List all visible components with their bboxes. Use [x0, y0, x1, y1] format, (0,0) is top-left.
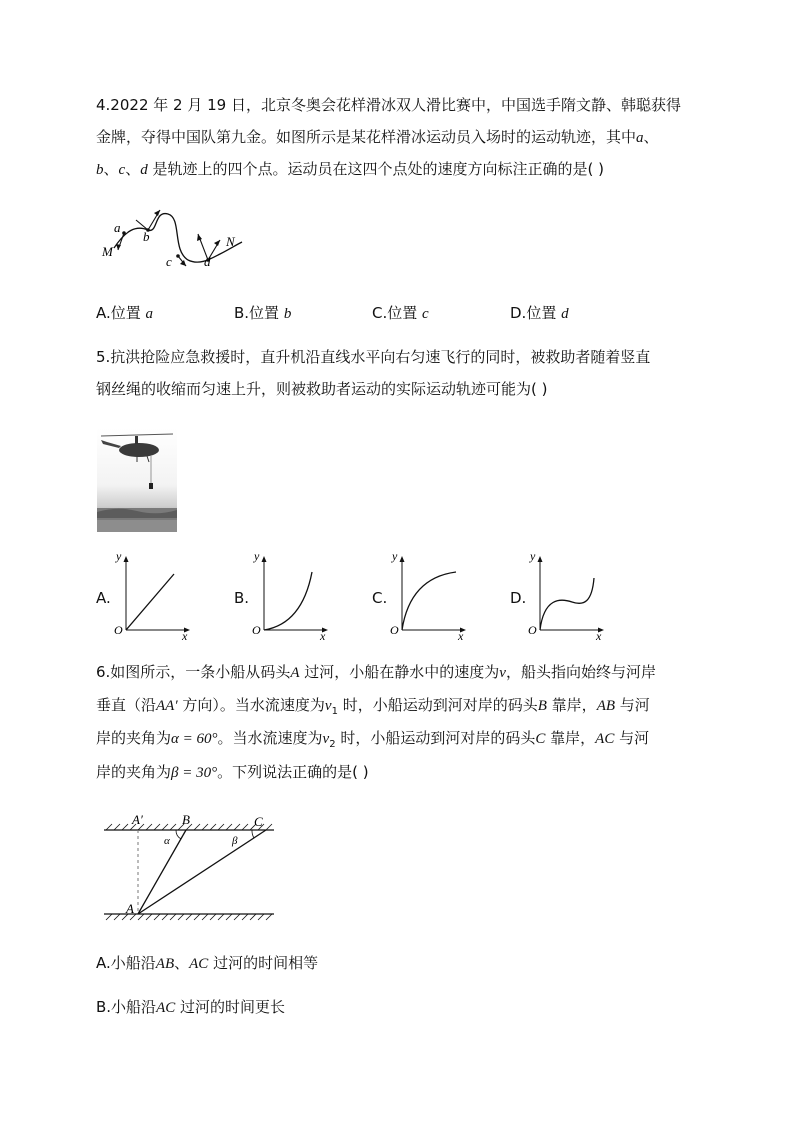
q4-fig-label-a: a: [114, 220, 121, 235]
q6-var-v: v: [499, 665, 506, 681]
q4-trajectory-figure: [96, 200, 256, 280]
q6-var-v2-sub: 2: [329, 739, 336, 750]
q5-graph-a-origin: O: [114, 623, 123, 637]
q6-var-A: A: [290, 665, 300, 681]
q5-graph-c-origin: O: [390, 623, 399, 637]
q6-text: 与河: [615, 696, 650, 714]
q6-line-2: [96, 695, 650, 722]
q4-fig-label-b: b: [143, 229, 150, 244]
q4-var-a: a: [636, 130, 644, 146]
q6-text: 6.如图所示，一条小船从码头: [96, 663, 291, 681]
q6-text: 与河: [614, 729, 650, 747]
q6-var-v1: v: [324, 698, 332, 714]
q6-line-3: [96, 728, 649, 755]
q4-line-2: [96, 127, 659, 148]
q5-graph-a[interactable]: [112, 548, 194, 640]
q4-line-3-text: 是轨迹上的四个点。运动员在这四个点处的速度方向标注正确的是( ): [147, 160, 604, 178]
q4-option-d-var: d: [561, 306, 569, 322]
q4-fig-label-N: N: [226, 234, 235, 249]
q6-var-C: C: [535, 731, 546, 747]
q5-option-d-label[interactable]: D.: [510, 589, 527, 607]
q6-option-a[interactable]: [96, 953, 318, 974]
q6-fig-label-beta: β: [232, 835, 238, 847]
q6-text: 过河，小船在静水中的速度为: [299, 663, 500, 681]
q5-graph-d-origin: O: [528, 623, 537, 637]
q4-option-c-label: C.位置: [372, 304, 423, 322]
q4-var-c: c: [118, 162, 126, 178]
q6-text: 垂直（沿: [96, 696, 157, 714]
q6-text: 靠岸，: [545, 729, 596, 747]
q5-graph-c-y-label: y: [392, 549, 398, 563]
q6-line-4: [96, 762, 369, 783]
q5-graph-b-origin: O: [252, 623, 261, 637]
q4-option-a-var: a: [145, 306, 154, 322]
q4-fig-label-c: c: [166, 254, 172, 269]
q4-option-b[interactable]: [234, 303, 291, 324]
q5-graph-d[interactable]: [526, 548, 608, 640]
q4-line-3: [96, 159, 604, 180]
q4-option-b-label: B.位置: [234, 304, 284, 322]
q6-option-a-text: 过河的时间相等: [208, 954, 319, 972]
q5-option-c-label[interactable]: C.: [372, 589, 388, 607]
q6-text: 岸的夹角为: [96, 763, 172, 781]
q4-sep: 、: [643, 128, 659, 146]
q6-text: 方向）。当水流速度为: [177, 696, 325, 714]
q5-graph-b-y-label: y: [254, 549, 260, 563]
q6-text: 。当水流速度为: [217, 729, 323, 747]
q4-sep: 、: [103, 160, 119, 178]
q6-text: 时，小船运动到河对岸的码头: [337, 696, 538, 714]
helicopter-photo: [97, 428, 177, 532]
q5-graph-b-x-label: x: [320, 629, 326, 640]
q6-text: 。下列说法正确的是( ): [217, 763, 369, 781]
q5-line-2: 钢丝绳的收缩而匀速上升，则被救助者运动的实际运动轨迹可能为( ): [96, 380, 548, 398]
q5-graph-d-y-label: y: [530, 549, 536, 563]
q4-option-d[interactable]: [510, 303, 569, 324]
q4-line-2-text: 金牌，夺得中国队第九金。如图所示是某花样滑冰运动员入场时的运动轨迹，其中: [96, 128, 637, 146]
q4-option-a[interactable]: [96, 303, 153, 324]
q6-var-v1-sub: 1: [331, 706, 338, 717]
q4-sep: 、: [125, 160, 141, 178]
q6-river-figure: [96, 812, 286, 928]
q4-fig-label-d: d: [204, 254, 211, 269]
q6-var-AA: AA′: [156, 698, 178, 714]
q6-line-1: [96, 662, 656, 683]
q6-option-a-text: A.小船沿: [96, 954, 156, 972]
q5-line-1: 5.抗洪抢险应急救援时，直升机沿直线水平向右匀速飞行的同时，被救助者随着竖直: [96, 348, 651, 366]
q6-beta-value: β = 30°: [171, 765, 218, 781]
q5-graph-c[interactable]: [388, 548, 470, 640]
q6-fig-label-A: A: [126, 901, 134, 916]
q6-text: 岸的夹角为: [96, 729, 172, 747]
q5-option-b-label[interactable]: B.: [234, 589, 250, 607]
q4-var-d: d: [140, 162, 148, 178]
q6-fig-label-A1: A′: [132, 812, 143, 827]
q5-graph-a-x-label: x: [182, 629, 188, 640]
q5-graph-a-y-label: y: [116, 549, 122, 563]
q4-option-d-label: D.位置: [510, 304, 562, 322]
q6-text: 靠岸，: [546, 696, 597, 714]
q6-option-a-var: AC: [189, 956, 209, 972]
q6-fig-label-B: B: [182, 812, 190, 827]
q4-option-c[interactable]: [372, 303, 429, 324]
q5-graph-b[interactable]: [250, 548, 332, 640]
q6-alpha-value: α = 60°: [171, 731, 218, 747]
q6-option-b-text: 过河的时间更长: [175, 998, 286, 1016]
q6-option-b[interactable]: [96, 997, 285, 1018]
q6-option-a-var: AB: [155, 956, 175, 972]
q4-option-b-var: b: [283, 306, 292, 322]
q4-var-b: b: [96, 162, 104, 178]
q6-var-AC: AC: [595, 731, 615, 747]
q6-fig-label-C: C: [254, 814, 263, 829]
q4-fig-label-M: M: [102, 244, 113, 259]
q4-line-1: 4.2022 年 2 月 19 日，北京冬奥会花样滑冰双人滑比赛中，中国选手隋文静、韩聪获得: [96, 96, 681, 114]
q6-var-B: B: [537, 698, 547, 714]
q6-option-b-var: AC: [156, 1000, 176, 1016]
q5-graph-d-x-label: x: [596, 629, 602, 640]
q6-option-b-text: B.小船沿: [96, 998, 157, 1016]
q5-graph-c-x-label: x: [458, 629, 464, 640]
q6-var-AB: AB: [596, 698, 616, 714]
q6-option-a-text: 、: [174, 954, 190, 972]
q4-option-c-var: c: [422, 306, 429, 322]
q6-var-v2: v: [322, 731, 330, 747]
q5-option-a-label[interactable]: A.: [96, 589, 111, 607]
q6-text: ，船头指向始终与河岸: [505, 663, 656, 681]
q6-text: 时，小船运动到河对岸的码头: [335, 729, 536, 747]
q4-option-a-label: A.位置: [96, 304, 146, 322]
q6-fig-label-alpha: α: [164, 835, 170, 847]
